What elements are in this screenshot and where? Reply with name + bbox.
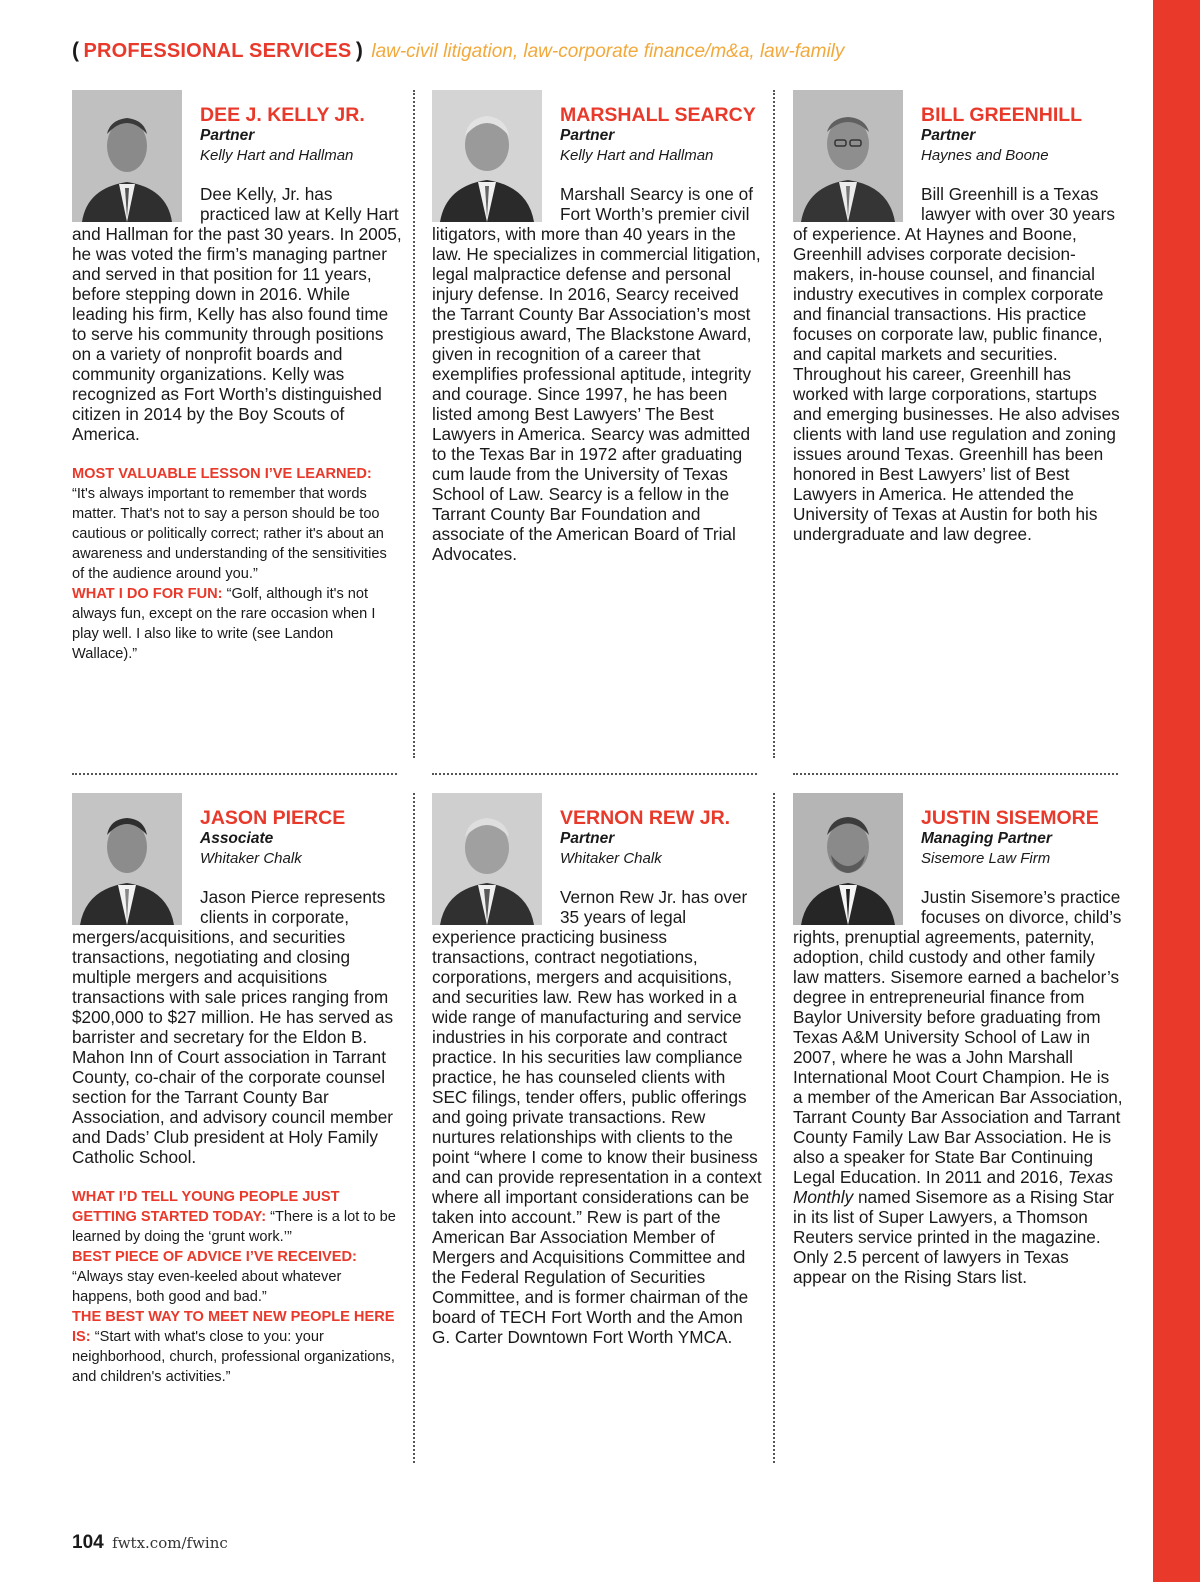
qa-item (72, 464, 402, 584)
headshot-photo (72, 90, 182, 222)
qa-answer: “It's always important to remember that words matter. That's not to say a person should be too cautious or politically correct; rather it's about an awareness and understanding of the sensitivities of the audience around you.” (72, 486, 387, 582)
profile-dee-kelly (72, 90, 402, 664)
qa-question: BEST PIECE OF ADVICE I’VE RECEIVED: (72, 1249, 357, 1265)
row-divider-2 (432, 773, 757, 775)
page-number: 104 (72, 1532, 104, 1553)
profile-bill-greenhill (793, 90, 1123, 544)
person-bio: Marshall Searcy is one of Fort Worth’s premier civil litigators, with more than 40 years in the law. He specializes in commercial litigation, legal malpractice defense and personal injury defense. In 2016, Searcy received the Tarrant County Bar Association’s most prestigious award, The Blackstone Award, given in recognition of a career that exemplifies professional aptitude, integrity and courage. Since 1997, he has been listed among Best Lawyers’ The Best Lawyers in America. Searcy was admitted to the Texas Bar in 1972 after graduating cum laude from the University of Texas School of Law. Searcy is a fellow in the Tarrant County Bar Foundation and associate of the American Board of Trial Advocates. (432, 184, 761, 564)
qa-item (72, 1307, 402, 1387)
person-firm: Haynes and Boone (921, 147, 1049, 164)
qa-answer: “Golf, although it's not always fun, except on the rare occasion when I play well. I also like to write (see Landon Wallace).” (72, 586, 376, 662)
qa-item (72, 1247, 402, 1307)
section-title: PROFESSIONAL SERVICES (83, 40, 352, 62)
person-firm: Whitaker Chalk (560, 850, 662, 867)
page-edge-red-bar (1153, 0, 1200, 1582)
profile-vernon-rew (432, 793, 762, 1347)
profile-justin-sisemore (793, 793, 1123, 1287)
section-header (72, 40, 1132, 61)
header-open-paren: ( (72, 39, 79, 62)
person-firm: Kelly Hart and Hallman (200, 147, 354, 164)
qa-question: WHAT I’D TELL YOUNG PEOPLE JUST GETTING STARTED TODAY: (72, 1189, 340, 1225)
person-name: DEE J. KELLY JR. (200, 104, 365, 126)
person-name: MARSHALL SEARCY (560, 104, 756, 126)
person-firm: Kelly Hart and Hallman (560, 147, 714, 164)
headshot-photo (72, 793, 182, 925)
column-divider-4 (773, 793, 775, 1463)
person-role: Associate (200, 830, 274, 847)
section-topics: law-civil litigation, law-corporate finance/m&a, law-family (371, 41, 845, 62)
person-firm: Whitaker Chalk (200, 850, 302, 867)
qa-section (72, 1187, 402, 1387)
qa-item (72, 1187, 402, 1247)
person-role: Partner (921, 127, 976, 144)
qa-item (72, 584, 402, 664)
bio-publication-title: Texas Monthly (793, 1167, 1114, 1207)
person-bio: Bill Greenhill is a Texas lawyer with over 30 years of experience. At Haynes and Boone, Greenhill advises corporate decision-makers, in-house counsel, and financial industry executives in complex corporate and financial transactions. His practice focuses on corporate law, public finance, and capital markets and securities. Throughout his career, Greenhill has worked with large corporations, startups and emerging businesses. He also advises clients with land use regulation and zoning issues around Texas. Greenhill has been honored in Best Lawyers’ list of Best Lawyers in America. He attended the University of Texas at Austin for both his undergraduate and law degree. (793, 184, 1120, 544)
person-role: Managing Partner (921, 830, 1052, 847)
headshot-photo (793, 793, 903, 925)
person-name: JASON PIERCE (200, 807, 346, 829)
profile-marshall-searcy (432, 90, 762, 564)
person-bio: Jason Pierce represents clients in corporate, mergers/acquisitions, and securities transactions, negotiating and closing multiple mergers and acquisitions transactions with sale prices ranging from $200,000 to $27 million. He has served as barrister and secretary for the Eldon B. Mahon Inn of Court association in Tarrant County, co-chair of the corporate counsel section for the Tarrant County Bar Association, and advisory council member and Dads’ Club president at Holy Family Catholic School. (72, 887, 394, 1167)
headshot-photo (432, 793, 542, 925)
person-role: Partner (200, 127, 255, 144)
column-divider-3 (413, 793, 415, 1463)
bio-text-part-2: named Sisemore as a Rising Star in its list of Super Lawyers, a Thomson Reuters service printed in the magazine. Only 2.5 percent of lawyers in Texas appear on the Rising Stars list. (793, 1187, 1114, 1287)
row-divider-1 (72, 773, 397, 775)
column-divider-1 (413, 90, 415, 758)
headshot-photo (432, 90, 542, 222)
person-name: BILL GREENHILL (921, 104, 1083, 126)
profile-jason-pierce (72, 793, 402, 1387)
person-role: Partner (560, 127, 615, 144)
person-role: Partner (560, 830, 615, 847)
person-name: VERNON REW JR. (560, 807, 731, 829)
person-firm: Sisemore Law Firm (921, 850, 1051, 867)
header-close-paren: ) (355, 39, 363, 62)
page-footer (72, 1532, 228, 1554)
person-bio: Vernon Rew Jr. has over 35 years of legal experience practicing business transactions, contract negotiations, corporations, mergers and acquisitions, and securities law. Rew has worked in a wide range of manufacturing and service industries in his corporate and contract practice. In his securities law compliance practice, he has counseled clients with SEC filings, tender offers, public offerings and going private transactions. Rew nurtures relationships with clients to the point “where I come to know their business and can provide representation in a context where all important considerations can be taken into account.” Rew is part of the American Bar Association Member of Mergers and Acquisitions Committee and the Federal Regulation of Securities Committee, and is former chairman of the board of TECH Fort Worth and the Amon G. Carter Downtown Fort Worth YMCA. (432, 887, 762, 1347)
bio-text-part-1: Justin Sisemore’s practice focuses on divorce, child’s rights, prenuptial agreements, paternity, adoption, child custody and other family law matters. Sisemore earned a bachelor’s degree in entrepreneurial finance from Baylor University before graduating from Texas A&M University School of Law in 2007, where he was a John Marshall International Moot Court Champion. He is a member of the American Bar Association, Tarrant County Bar Association and Tarrant County Family Law Bar Association. He is also a speaker for State Bar Continuing Legal Education. In 2011 and 2016, (793, 887, 1123, 1187)
qa-answer: “There is a lot to be learned by doing the ‘grunt work.’” (72, 1209, 396, 1245)
row-divider-3 (793, 773, 1118, 775)
person-bio (793, 887, 1123, 1287)
qa-question: THE BEST WAY TO MEET NEW PEOPLE HERE IS: (72, 1309, 395, 1345)
qa-answer: “Start with what's close to you: your neighborhood, church, professional organizations, and children's activities.” (72, 1329, 395, 1385)
qa-question: WHAT I DO FOR FUN: (72, 586, 223, 602)
qa-section (72, 464, 402, 664)
qa-question: MOST VALUABLE LESSON I’VE LEARNED: (72, 466, 372, 482)
person-bio: Dee Kelly, Jr. has practiced law at Kelly Hart and Hallman for the past 30 years. In 2005, he was voted the firm’s managing partner and served in that position for 11 years, before stepping down in 2016. While leading his firm, Kelly has also found time to serve his community through positions on a variety of nonprofit boards and community organizations. Kelly was recognized as Fort Worth’s distinguished citizen in 2014 by the Boy Scouts of America. (72, 184, 402, 444)
footer-url: fwtx.com/fwinc (112, 1534, 228, 1552)
qa-answer: “Always stay even-keeled about whatever happens, both good and bad.” (72, 1269, 342, 1305)
column-divider-2 (773, 90, 775, 758)
person-name: JUSTIN SISEMORE (921, 807, 1099, 829)
headshot-photo (793, 90, 903, 222)
